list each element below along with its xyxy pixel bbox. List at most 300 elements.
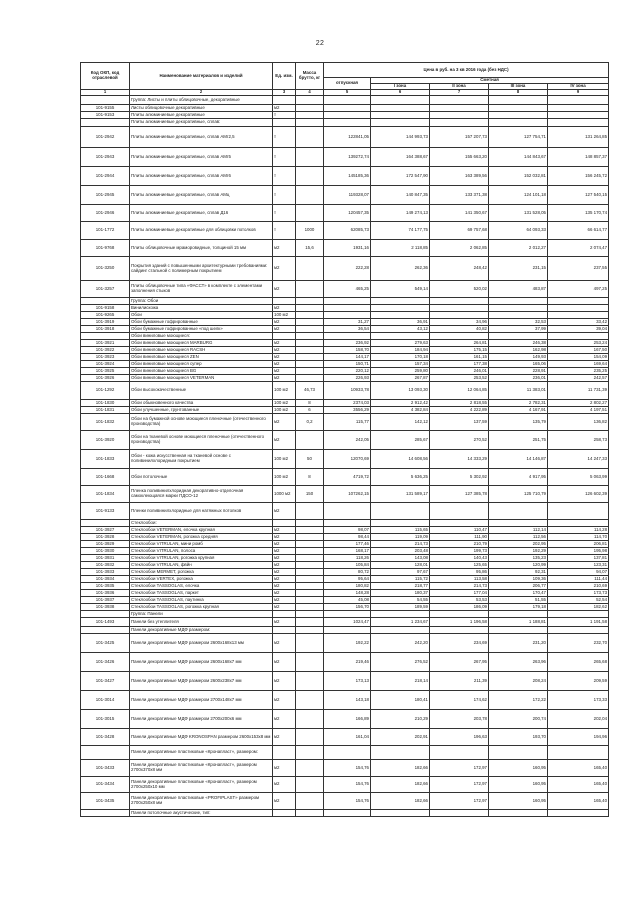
- material-code: [81, 119, 130, 127]
- material-name: Обои виниловые моющиеся BG: [130, 368, 273, 375]
- table-row: [81, 167, 609, 186]
- unit-of-measure: м2: [273, 653, 296, 672]
- release-price: 1931,16: [324, 240, 371, 257]
- zone-3-price: 193,70: [489, 729, 548, 746]
- zone-2-price: [430, 112, 489, 119]
- gross-mass: [296, 548, 324, 555]
- zone-3-price: [489, 627, 548, 634]
- zone-1-price: [371, 611, 430, 618]
- zone-1-price: 549,14: [371, 281, 430, 298]
- zone-1-price: 74 177,75: [371, 222, 430, 240]
- zone-4-price: 235,25: [548, 368, 609, 375]
- material-name: Плиты алюминиевые декоративные для облицовки потолков: [130, 222, 273, 240]
- table-row: [81, 503, 609, 520]
- zone-1-price: [371, 112, 430, 119]
- table-row: [81, 548, 609, 555]
- zone-1-price: 119,09: [371, 534, 430, 541]
- material-code: 101-9133: [81, 503, 130, 520]
- material-code: 101-1833: [81, 450, 130, 469]
- zone-4-price: 114,28: [548, 527, 609, 534]
- zone-3-price: [489, 503, 548, 520]
- unit-of-measure: [273, 333, 296, 340]
- unit-of-measure: м2: [273, 431, 296, 450]
- zone-3-price: [489, 810, 548, 817]
- zone-2-price: 14 333,29: [430, 450, 489, 469]
- release-price: 98,44: [324, 534, 371, 541]
- table-row: [81, 810, 609, 817]
- zone-2-price: 211,39: [430, 672, 489, 691]
- release-price: 166,89: [324, 710, 371, 729]
- unit-of-measure: 100 м2: [273, 400, 296, 407]
- release-price: 145185,36: [324, 167, 371, 186]
- unit-of-measure: м2: [273, 257, 296, 281]
- zone-3-price: 2 012,27: [489, 240, 548, 257]
- material-name: Пленки поливинилхлоридные для натяжных потолков: [130, 503, 273, 520]
- material-code: 101-3921: [81, 340, 130, 347]
- zone-2-price: [430, 810, 489, 817]
- zone-4-price: 237,55: [548, 257, 609, 281]
- material-name: Обои бумажные гофрированные «под шелк»: [130, 326, 273, 333]
- release-price: 180,82: [324, 583, 371, 590]
- table-row: [81, 205, 609, 222]
- release-price: [324, 112, 371, 119]
- unit-of-measure: [273, 119, 296, 127]
- gross-mass: [296, 305, 324, 312]
- zone-1-price: 279,63: [371, 340, 430, 347]
- gross-mass: [296, 576, 324, 583]
- table-row: [81, 555, 609, 562]
- gross-mass: [296, 127, 324, 148]
- column-number: 5: [324, 90, 371, 96]
- gross-mass: [296, 534, 324, 541]
- zone-3-price: 112,14: [489, 527, 548, 534]
- header-name: Наименование материалов и изделий: [130, 63, 273, 90]
- table-row: [81, 710, 609, 729]
- material-name: Плиты алюминиевые декоративные, сплав АМг6: [130, 167, 273, 186]
- unit-of-measure: 100 м2: [273, 450, 296, 469]
- unit-of-measure: м2: [273, 760, 296, 777]
- material-code: 101-3920: [81, 431, 130, 450]
- release-price: 226,93: [324, 375, 371, 382]
- table-row: [81, 576, 609, 583]
- material-name: Панели декоративные МДФ размером 2600х168х13 мм: [130, 634, 273, 653]
- gross-mass: [296, 562, 324, 569]
- table-row: [81, 375, 609, 382]
- unit-of-measure: м2: [273, 414, 296, 431]
- unit-of-measure: м2: [273, 534, 296, 541]
- zone-2-price: 113,58: [430, 576, 489, 583]
- gross-mass: 15,6: [296, 240, 324, 257]
- material-code: 101-3938: [81, 604, 130, 611]
- zone-2-price: 155 663,20: [430, 148, 489, 167]
- zone-4-price: 137,81: [548, 555, 609, 562]
- header-zone-4: IV зона: [548, 84, 609, 90]
- zone-2-price: [430, 305, 489, 312]
- header-zone-1: I зона: [371, 84, 430, 90]
- release-price: [324, 96, 371, 105]
- price-table: [80, 62, 609, 817]
- zone-1-price: 218,77: [371, 583, 430, 590]
- zone-4-price: 114,70: [548, 534, 609, 541]
- header-unit: Ед. изм.: [273, 63, 296, 90]
- table-row: [81, 597, 609, 604]
- zone-1-price: 218,14: [371, 672, 430, 691]
- zone-2-price: 5 302,92: [430, 469, 489, 486]
- table-row: [81, 257, 609, 281]
- zone-4-price: 5 063,99: [548, 469, 609, 486]
- zone-3-price: 4 167,91: [489, 407, 548, 414]
- gross-mass: [296, 527, 324, 534]
- zone-3-price: 11 383,01: [489, 382, 548, 400]
- gross-mass: [296, 312, 324, 319]
- zone-2-price: [430, 503, 489, 520]
- zone-2-price: 264,81: [430, 340, 489, 347]
- zone-4-price: [548, 305, 609, 312]
- table-row: [81, 793, 609, 810]
- zone-3-price: 160,95: [489, 793, 548, 810]
- zone-2-price: 196,63: [430, 729, 489, 746]
- material-code: 101-2943: [81, 148, 130, 167]
- zone-1-price: [371, 627, 430, 634]
- gross-mass: [296, 618, 324, 627]
- unit-of-measure: м2: [273, 710, 296, 729]
- zone-4-price: 265,68: [548, 653, 609, 672]
- gross-mass: 0,2: [296, 414, 324, 431]
- table-row: [81, 333, 609, 340]
- material-code: 101-3434: [81, 777, 130, 793]
- material-name: Панели декоративные МДФ размером 2700х148х7 мм: [130, 691, 273, 710]
- release-price: 115,77: [324, 414, 371, 431]
- zone-4-price: 210,69: [548, 583, 609, 590]
- material-code: 101-3918: [81, 326, 130, 333]
- column-number: 8: [489, 90, 548, 96]
- material-name: Обои высококачественные: [130, 382, 273, 400]
- material-code: 101-3435: [81, 793, 130, 810]
- material-name: Группа: Листы и плиты облицовочные, декоративные: [130, 96, 273, 105]
- zone-1-price: 143,08: [371, 555, 430, 562]
- zone-4-price: 165,40: [548, 777, 609, 793]
- gross-mass: 1000: [296, 222, 324, 240]
- zone-4-price: 206,81: [548, 541, 609, 548]
- unit-of-measure: м2: [273, 281, 296, 298]
- zone-3-price: [489, 119, 548, 127]
- table-row: [81, 240, 609, 257]
- unit-of-measure: м2: [273, 672, 296, 691]
- material-code: 101-9158: [81, 305, 130, 312]
- zone-1-price: 4 382,84: [371, 407, 430, 414]
- unit-of-measure: м2: [273, 375, 296, 382]
- zone-4-price: 165,40: [548, 793, 609, 810]
- zone-3-price: 127 754,71: [489, 127, 548, 148]
- zone-2-price: [430, 746, 489, 760]
- zone-1-price: 5 636,25: [371, 469, 430, 486]
- material-name: Стеклообои TASSOGLAS, елочка: [130, 583, 273, 590]
- table-row: [81, 604, 609, 611]
- unit-of-measure: м2: [273, 597, 296, 604]
- release-price: 177,46: [324, 541, 371, 548]
- unit-of-measure: м2: [273, 319, 296, 326]
- zone-1-price: 115,72: [371, 576, 430, 583]
- zone-2-price: 125,65: [430, 562, 489, 569]
- release-price: 173,13: [324, 672, 371, 691]
- gross-mass: [296, 777, 324, 793]
- zone-3-price: 483,87: [489, 281, 548, 298]
- zone-4-price: 127 540,15: [548, 186, 609, 205]
- table-row: [81, 382, 609, 400]
- zone-4-price: 126 602,39: [548, 486, 609, 503]
- gross-mass: [296, 597, 324, 604]
- zone-1-price: [371, 96, 430, 105]
- material-name: Листы облицовочные декоративные: [130, 105, 273, 112]
- material-name: Панели декоративные пластиковые «PROFIPLAST» размером 2700х250х8 мм: [130, 793, 273, 810]
- zone-4-price: 14 247,33: [548, 450, 609, 469]
- unit-of-measure: м2: [273, 541, 296, 548]
- release-price: 80,72: [324, 569, 371, 576]
- gross-mass: [296, 793, 324, 810]
- gross-mass: [296, 653, 324, 672]
- zone-1-price: 203,48: [371, 548, 430, 555]
- unit-of-measure: т: [273, 148, 296, 167]
- table-row: [81, 96, 609, 105]
- gross-mass: [296, 361, 324, 368]
- material-name: Панели без утеплителя: [130, 618, 273, 627]
- material-code: 101-3930: [81, 548, 130, 555]
- unit-of-measure: м2: [273, 354, 296, 361]
- gross-mass: [296, 611, 324, 618]
- gross-mass: [296, 319, 324, 326]
- zone-2-price: [430, 96, 489, 105]
- zone-4-price: [548, 503, 609, 520]
- zone-3-price: [489, 333, 548, 340]
- zone-3-price: 179,18: [489, 604, 548, 611]
- table-row: [81, 407, 609, 414]
- zone-2-price: 137,59: [430, 414, 489, 431]
- zone-1-price: 14 608,56: [371, 450, 430, 469]
- zone-3-price: 4 917,95: [489, 469, 548, 486]
- gross-mass: [296, 205, 324, 222]
- material-code: 101-3929: [81, 541, 130, 548]
- zone-4-price: 169,64: [548, 361, 609, 368]
- zone-4-price: 253,24: [548, 340, 609, 347]
- table-row: [81, 450, 609, 469]
- zone-1-price: 36,91: [371, 319, 430, 326]
- release-price: [324, 312, 371, 319]
- table-row: [81, 354, 609, 361]
- gross-mass: 6: [296, 407, 324, 414]
- material-name: Плиты облицовочные типа «ФАССТ» в комплекте с элементами заполнения стыков: [130, 281, 273, 298]
- zone-3-price: 2 782,31: [489, 400, 548, 407]
- gross-mass: [296, 281, 324, 298]
- zone-1-price: 131 589,17: [371, 486, 430, 503]
- material-code: 101-3426: [81, 653, 130, 672]
- zone-1-price: 13 093,30: [371, 382, 430, 400]
- zone-2-price: 53,53: [430, 597, 489, 604]
- zone-4-price: 148 857,37: [548, 148, 609, 167]
- release-price: 192,22: [324, 634, 371, 653]
- release-price: 95,64: [324, 576, 371, 583]
- table-row: [81, 400, 609, 407]
- material-name: Обои виниловые моющиеся RACSH: [130, 347, 273, 354]
- header-release: отпускная: [324, 78, 371, 90]
- column-number: 1: [81, 90, 130, 96]
- zone-2-price: 140,43: [430, 555, 489, 562]
- zone-4-price: 195,98: [548, 548, 609, 555]
- zone-3-price: 37,99: [489, 326, 548, 333]
- zone-1-price: 267,87: [371, 375, 430, 382]
- unit-of-measure: м2: [273, 527, 296, 534]
- zone-1-price: 172 547,90: [371, 167, 430, 186]
- release-price: 222,28: [324, 257, 371, 281]
- material-code: 101-3928: [81, 534, 130, 541]
- material-code: 101-1292: [81, 382, 130, 400]
- unit-of-measure: т: [273, 112, 296, 119]
- release-price: 4719,72: [324, 469, 371, 486]
- release-price: 139272,74: [324, 148, 371, 167]
- table-row: [81, 361, 609, 368]
- zone-1-price: 182,66: [371, 760, 430, 777]
- zone-2-price: 163 389,56: [430, 167, 489, 186]
- material-code: 101-3427: [81, 672, 130, 691]
- zone-1-price: [371, 305, 430, 312]
- zone-3-price: 14 146,87: [489, 450, 548, 469]
- gross-mass: [296, 186, 324, 205]
- release-price: [324, 520, 371, 527]
- zone-2-price: 2 062,85: [430, 240, 489, 257]
- release-price: 120457,35: [324, 205, 371, 222]
- zone-4-price: 2 074,47: [548, 240, 609, 257]
- zone-1-price: 182,66: [371, 793, 430, 810]
- table-row: [81, 105, 609, 112]
- zone-4-price: [548, 105, 609, 112]
- gross-mass: [296, 541, 324, 548]
- material-code: 101-3931: [81, 555, 130, 562]
- header-estimate: Сметная: [371, 78, 609, 84]
- zone-2-price: 267,95: [430, 653, 489, 672]
- zone-2-price: 210,79: [430, 541, 489, 548]
- zone-2-price: 177,04: [430, 590, 489, 597]
- gross-mass: [296, 590, 324, 597]
- zone-4-price: 258,73: [548, 431, 609, 450]
- material-code: 101-3014: [81, 691, 130, 710]
- material-code: 101-2944: [81, 167, 130, 186]
- zone-4-price: 66 614,77: [548, 222, 609, 240]
- zone-2-price: 4 222,89: [430, 407, 489, 414]
- table-row: [81, 486, 609, 503]
- zone-3-price: 109,36: [489, 576, 548, 583]
- zone-2-price: 34,96: [430, 319, 489, 326]
- material-code: 101-2942: [81, 127, 130, 148]
- material-code: 101-1668: [81, 469, 130, 486]
- unit-of-measure: т: [273, 186, 296, 205]
- gross-mass: [296, 298, 324, 305]
- unit-of-measure: м2: [273, 634, 296, 653]
- header-code: Код ОКП, код отраслевой: [81, 63, 130, 90]
- zone-2-price: 2 818,55: [430, 400, 489, 407]
- table-row: [81, 672, 609, 691]
- material-code: [81, 627, 130, 634]
- release-price: 220,12: [324, 368, 371, 375]
- zone-2-price: 248,42: [430, 257, 489, 281]
- material-code: 101-1772: [81, 222, 130, 240]
- gross-mass: [296, 105, 324, 112]
- table-row: [81, 562, 609, 569]
- zone-3-price: 200,74: [489, 710, 548, 729]
- zone-4-price: 4 197,51: [548, 407, 609, 414]
- material-code: [81, 520, 130, 527]
- gross-mass: 150: [296, 486, 324, 503]
- release-price: 236,92: [324, 340, 371, 347]
- zone-1-price: 242,20: [371, 634, 430, 653]
- material-code: [81, 298, 130, 305]
- zone-4-price: 167,50: [548, 347, 609, 354]
- zone-3-price: [489, 520, 548, 527]
- material-name: Обои виниловые моющиеся ZEN: [130, 354, 273, 361]
- gross-mass: 50: [296, 450, 324, 469]
- zone-2-price: [430, 627, 489, 634]
- gross-mass: [296, 119, 324, 127]
- zone-4-price: 182,62: [548, 604, 609, 611]
- header-zone-3: III зона: [489, 84, 548, 90]
- zone-3-price: 172,22: [489, 691, 548, 710]
- unit-of-measure: м2: [273, 305, 296, 312]
- zone-3-price: 135,79: [489, 414, 548, 431]
- material-code: 101-1832: [81, 414, 130, 431]
- zone-2-price: [430, 333, 489, 340]
- zone-3-price: 202,95: [489, 541, 548, 548]
- zone-1-price: 144 993,73: [371, 127, 430, 148]
- unit-of-measure: [273, 520, 296, 527]
- release-price: 3556,29: [324, 407, 371, 414]
- gross-mass: [296, 760, 324, 777]
- release-price: 168,17: [324, 548, 371, 555]
- zone-4-price: 173,33: [548, 691, 609, 710]
- zone-3-price: 231,15: [489, 257, 548, 281]
- table-row: [81, 634, 609, 653]
- column-number: 3: [273, 90, 296, 96]
- material-name: Обои обыкновенного качества: [130, 400, 273, 407]
- release-price: 156,70: [324, 604, 371, 611]
- table-row: [81, 569, 609, 576]
- material-name: Стеклообои VETERMAN, рогожка средняя: [130, 534, 273, 541]
- material-name: Плиты алюминиевые декоративные, сплав Д16: [130, 205, 273, 222]
- zone-2-price: 133 371,38: [430, 186, 489, 205]
- release-price: 118,26: [324, 555, 371, 562]
- zone-1-price: 214,73: [371, 541, 430, 548]
- release-price: 105,84: [324, 562, 371, 569]
- unit-of-measure: м2: [273, 347, 296, 354]
- zone-3-price: 160,95: [489, 760, 548, 777]
- gross-mass: [296, 333, 324, 340]
- table-row: [81, 746, 609, 760]
- table-row: [81, 112, 609, 119]
- material-name: Обои бумажные гофрированные: [130, 319, 273, 326]
- gross-mass: [296, 431, 324, 450]
- material-name: Обои виниловые моющиеся:: [130, 333, 273, 340]
- table-row: [81, 340, 609, 347]
- material-name: Обои - кожа искусственная на тканевой основе с поливинилхлоридным покрытием: [130, 450, 273, 469]
- unit-of-measure: м2: [273, 361, 296, 368]
- zone-4-price: 242,57: [548, 375, 609, 382]
- zone-1-price: 149 274,13: [371, 205, 430, 222]
- zone-4-price: [548, 333, 609, 340]
- zone-4-price: 232,70: [548, 634, 609, 653]
- gross-mass: [296, 604, 324, 611]
- table-row: [81, 414, 609, 431]
- material-code: 101-3937: [81, 597, 130, 604]
- table-row: [81, 312, 609, 319]
- zone-4-price: 11 731,39: [548, 382, 609, 400]
- zone-1-price: 202,91: [371, 729, 430, 746]
